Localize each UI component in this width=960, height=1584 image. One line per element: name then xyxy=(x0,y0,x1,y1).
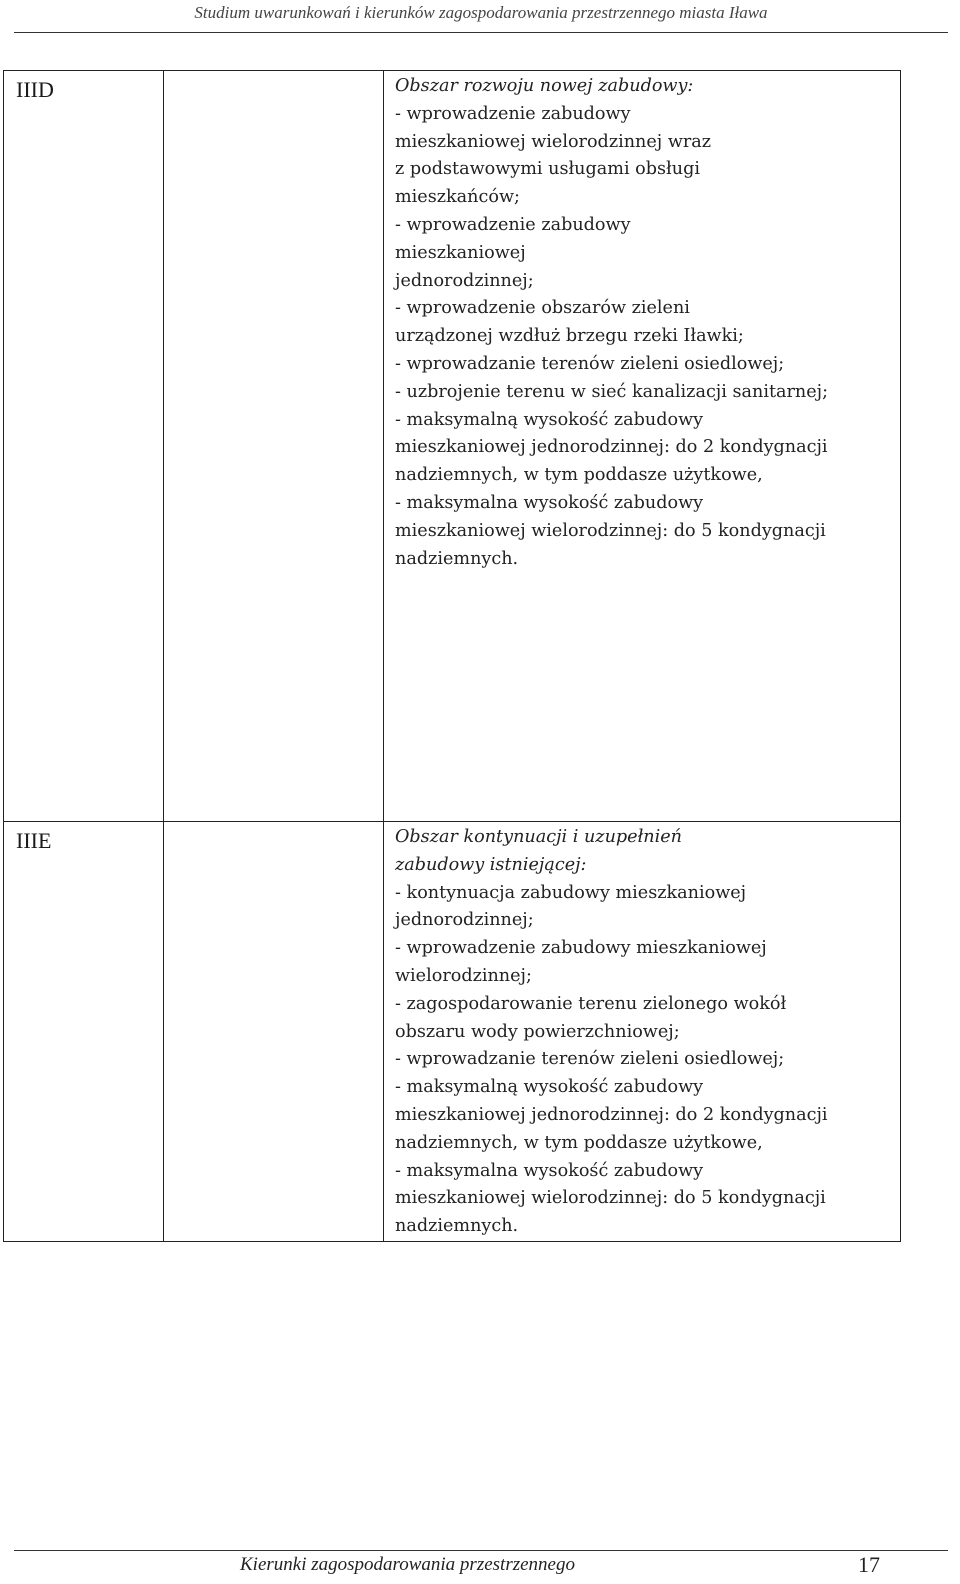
zone-text-line: mieszkaniowej jednorodzinnej: do 2 kondygnacji xyxy=(395,1104,828,1125)
zone-text-line: - maksymalną wysokość zabudowy xyxy=(395,409,704,430)
zone-text-line: - wprowadzanie terenów zieleni osiedlowej; xyxy=(395,353,785,374)
page-header xyxy=(14,0,948,33)
page-number: 17 xyxy=(858,1552,880,1577)
zone-text-line: jednorodzinnej; xyxy=(395,910,534,931)
zone-text-line: - wprowadzenie obszarów zieleni xyxy=(395,298,690,319)
zone-title-line: zabudowy istniejącej: xyxy=(395,854,587,875)
zone-text-line: obszaru wody powierzchniowej; xyxy=(395,1021,680,1042)
zone-text-line: mieszkańców; xyxy=(395,187,520,208)
zone-code-cell xyxy=(4,71,164,822)
zone-text-line: - zagospodarowanie terenu zielonego wokół xyxy=(395,993,787,1014)
zone-text-line: mieszkaniowej wielorodzinnej: do 5 kondygnacji xyxy=(395,1188,826,1209)
zone-description-cell xyxy=(384,71,901,822)
zone-text-line: - maksymalną wysokość zabudowy xyxy=(395,1077,704,1098)
zone-text-line: - wprowadzenie zabudowy mieszkaniowej xyxy=(395,938,767,959)
zone-title-line: Obszar rozwoju nowej zabudowy: xyxy=(395,76,694,96)
zone-title-line: Obszar kontynuacji i uzupełnień xyxy=(395,827,682,847)
table-row xyxy=(4,822,901,1242)
zone-text-line: nadziemnych. xyxy=(395,548,519,569)
zones-table xyxy=(3,70,901,1242)
zone-text-line: z podstawowymi usługami obsługi xyxy=(395,159,700,180)
zone-text-line: - kontynuacja zabudowy mieszkaniowej xyxy=(395,882,747,903)
zone-text-line: mieszkaniowej wielorodzinnej: do 5 kondygnacji xyxy=(395,520,826,541)
zone-code: IIID xyxy=(16,77,54,102)
page-footer-rule xyxy=(14,1550,948,1551)
zone-text-line: mieszkaniowej wielorodzinnej wraz xyxy=(395,131,712,152)
zone-text-line: - wprowadzenie zabudowy xyxy=(395,214,631,235)
zone-text-line: - wprowadzenie zabudowy xyxy=(395,103,631,124)
zone-description-cell xyxy=(384,822,901,1242)
zone-text-line: - uzbrojenie terenu w sieć kanalizacji sanitarnej; xyxy=(395,381,829,402)
zone-text-line: nadziemnych, w tym poddasze użytkowe, xyxy=(395,1132,763,1153)
zone-text-line: wielorodzinnej; xyxy=(395,965,532,986)
empty-cell xyxy=(164,822,384,1242)
zone-text-line: - maksymalna wysokość zabudowy xyxy=(395,492,704,513)
zone-text-line: mieszkaniowej xyxy=(395,242,526,263)
zone-code-cell xyxy=(4,822,164,1242)
footer-text: Kierunki zagospodarowania przestrzennego xyxy=(240,1554,575,1575)
zone-text-line: - maksymalna wysokość zabudowy xyxy=(395,1160,704,1181)
table-row xyxy=(4,71,901,822)
zone-text-line: nadziemnych. xyxy=(395,1216,519,1237)
zone-code: IIIE xyxy=(16,828,52,853)
empty-cell xyxy=(164,71,384,822)
zone-description xyxy=(384,71,900,573)
zone-text-line: nadziemnych, w tym poddasze użytkowe, xyxy=(395,465,763,486)
zone-text-line: jednorodzinnej; xyxy=(395,270,534,291)
zone-text-line: urządzonej wzdłuż brzegu rzeki Iławki; xyxy=(395,326,744,347)
header-title: Studium uwarunkowań i kierunków zagospodarowania przestrzennego miasta Iława xyxy=(194,3,768,22)
zone-text-line: - wprowadzanie terenów zieleni osiedlowej; xyxy=(395,1049,785,1070)
zone-description xyxy=(384,822,900,1241)
zone-text-line: mieszkaniowej jednorodzinnej: do 2 kondygnacji xyxy=(395,437,828,458)
